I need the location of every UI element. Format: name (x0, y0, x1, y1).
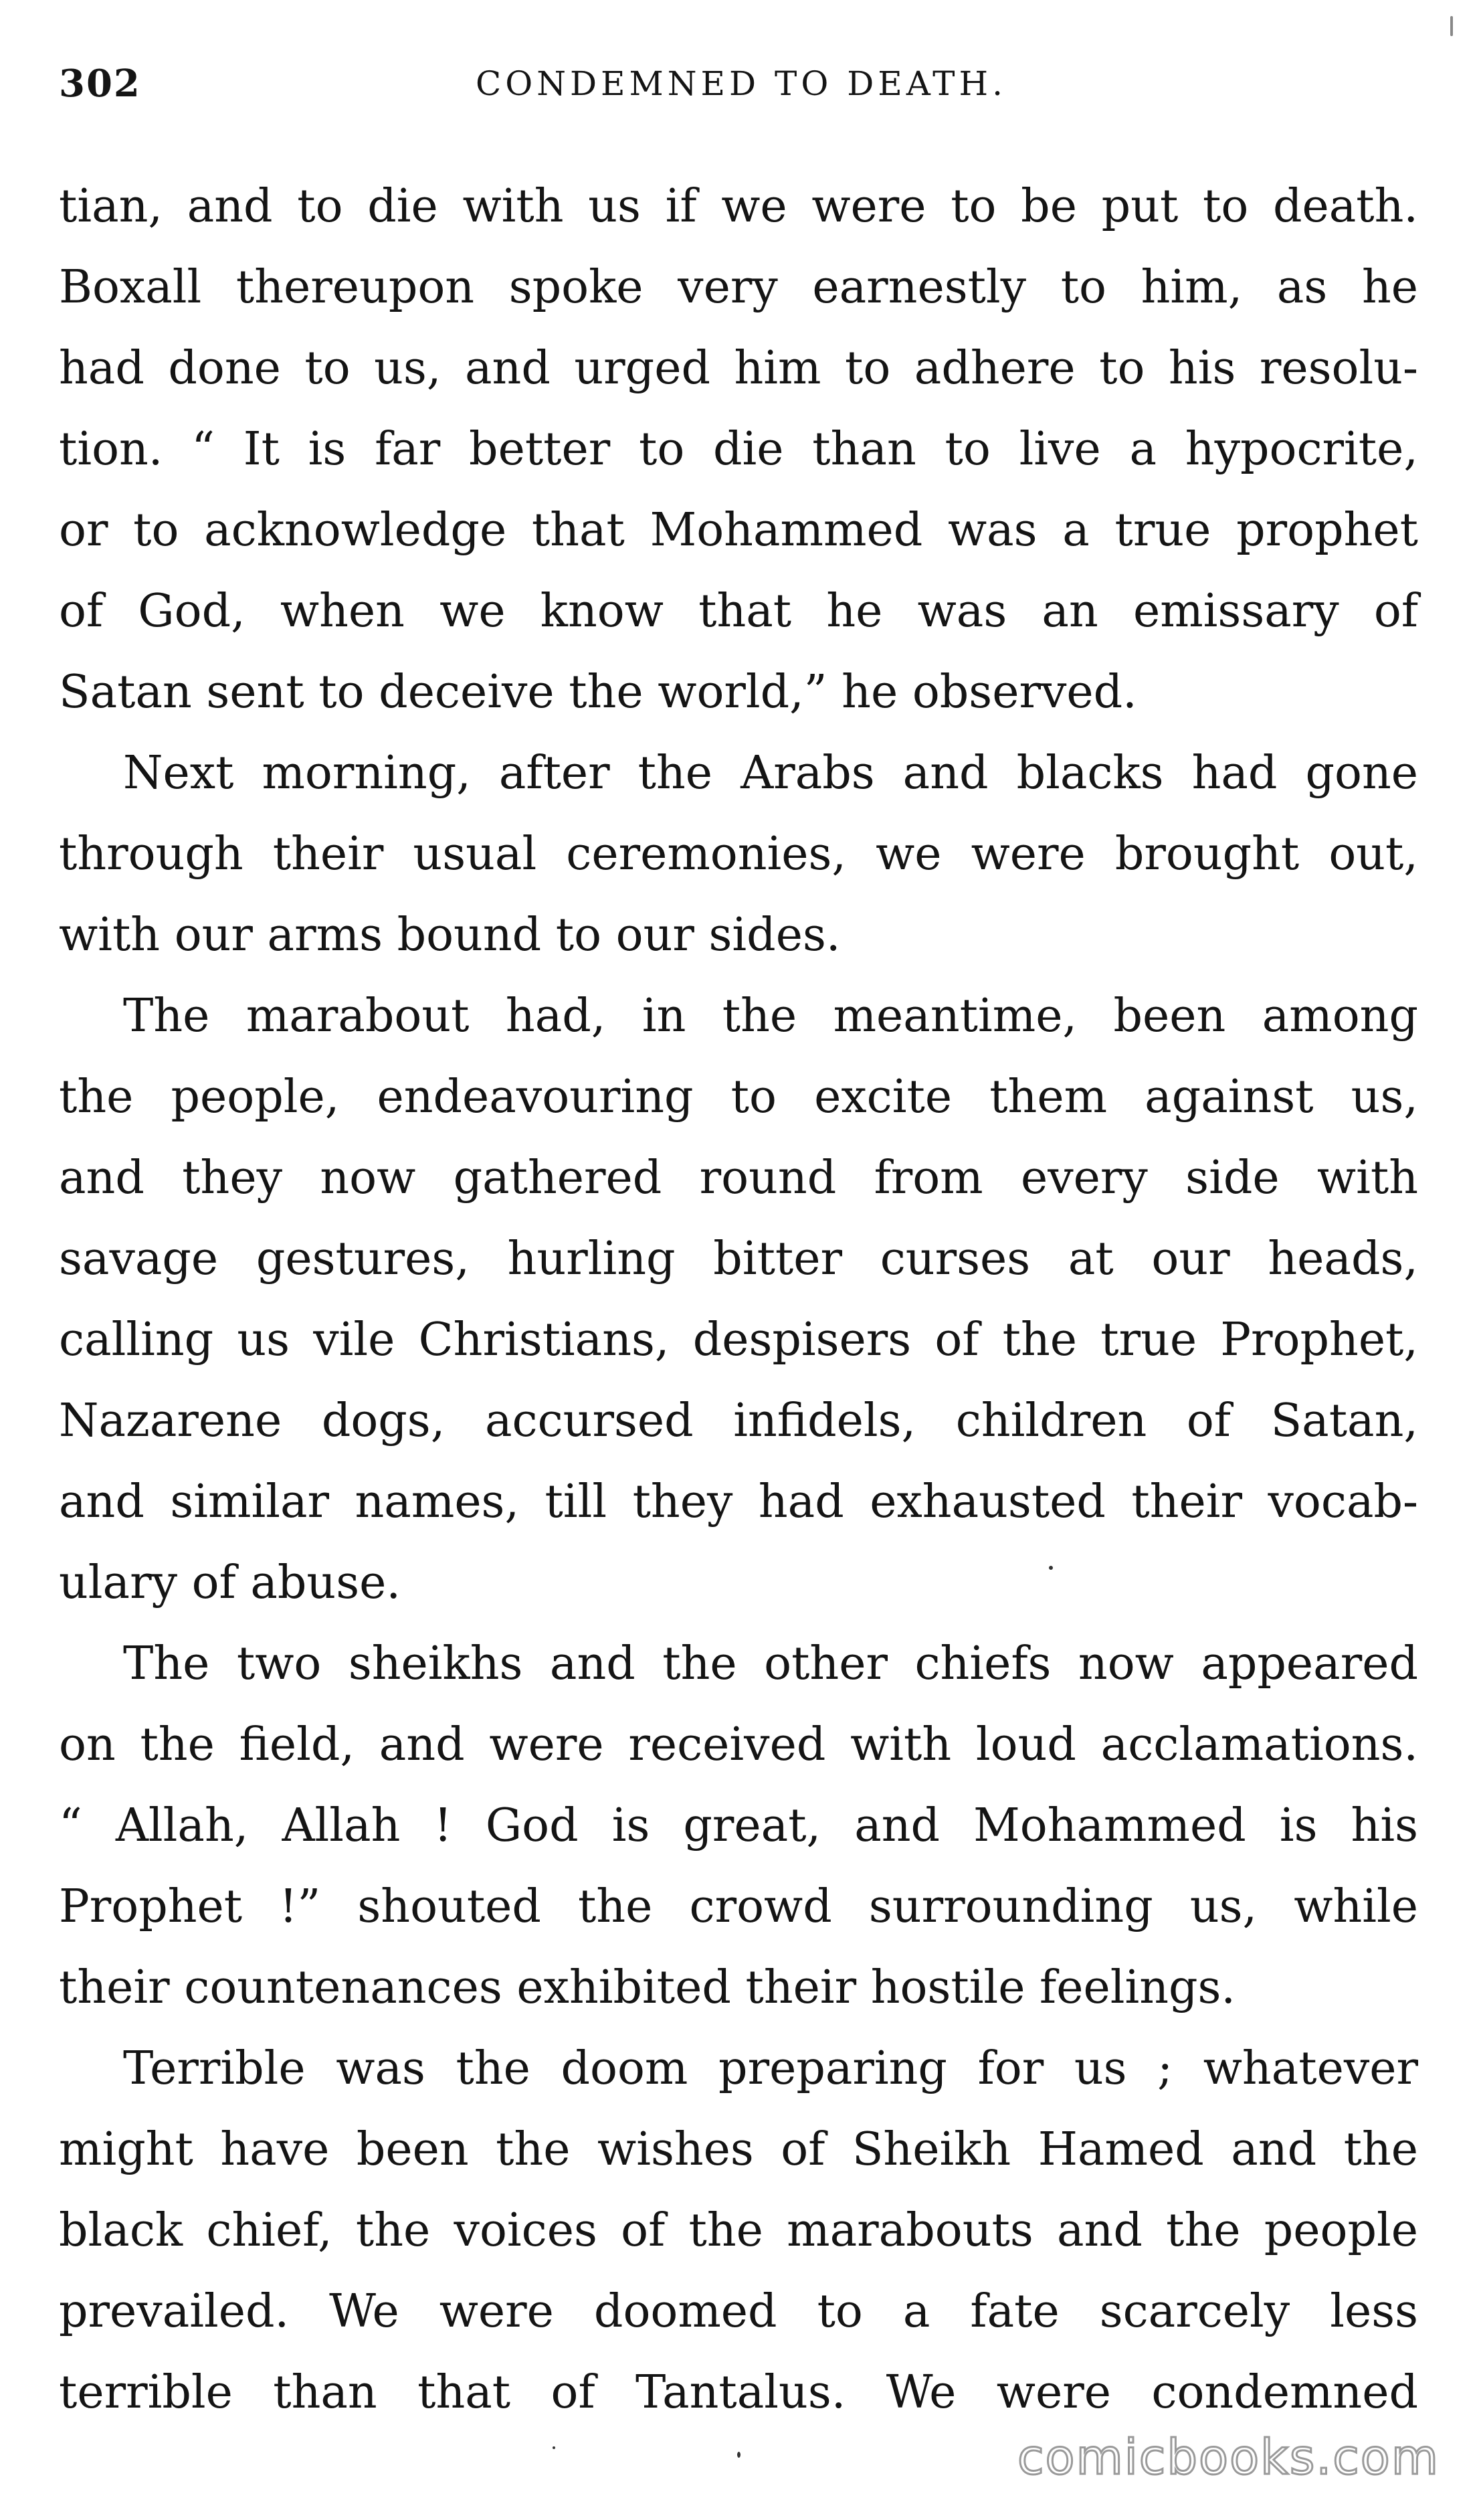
ink-speck (553, 2446, 555, 2449)
text-line: terrible than that of Tantalus. We were condemned (59, 2366, 1418, 2419)
text-line: Next morning, after the Arabs and blacks had gone (123, 747, 1418, 800)
paragraph (59, 2028, 1418, 2433)
text-line: Prophet !” shouted the crowd surrounding us, while (59, 1880, 1418, 1933)
text-line: had done to us, and urged him to adhere to his resolu- (59, 342, 1418, 395)
text-line: of God, when we know that he was an emissary of (59, 585, 1418, 638)
text-line: through their usual ceremonies, we were brought out, (59, 828, 1418, 881)
text-line: Satan sent to deceive the world,” he observed. (59, 666, 1137, 719)
page-number: 302 (59, 62, 141, 106)
text-line: tion. “ It is far better to die than to live a hypocrite, (59, 423, 1418, 476)
paragraph (59, 733, 1418, 976)
text-line: might have been the wishes of Sheikh Hamed and the (59, 2123, 1418, 2176)
text-line: The two sheikhs and the other chiefs now appeared (123, 1637, 1418, 1690)
body-text (59, 166, 1418, 2433)
text-line: Terrible was the doom preparing for us ; whatever (123, 2042, 1418, 2095)
text-line: savage gestures, hurling bitter curses at our heads, (59, 1233, 1418, 1285)
text-line: and similar names, till they had exhausted their vocab- (59, 1475, 1418, 1528)
text-line: and they now gathered round from every side with (59, 1152, 1418, 1204)
ink-speck (737, 2452, 741, 2458)
text-line: black chief, the voices of the marabouts and the people (59, 2204, 1418, 2257)
text-line: The marabout had, in the meantime, been among (123, 990, 1418, 1043)
text-line: on the field, and were received with loud acclamations. (59, 1718, 1418, 1771)
text-line: the people, endeavouring to excite them against us, (59, 1071, 1418, 1123)
text-line: tian, and to die with us if we were to be put to death. (59, 180, 1418, 233)
text-line: Nazarene dogs, accursed infidels, children of Satan, (59, 1394, 1418, 1447)
running-title: CONDEMNED TO DEATH. (475, 64, 1007, 103)
text-line: prevailed. We were doomed to a fate scarcely less (59, 2285, 1418, 2338)
paragraph (59, 166, 1418, 733)
watermark: comicbooks.com (1017, 2429, 1440, 2485)
text-line: their countenances exhibited their hostile feelings. (59, 1961, 1236, 2014)
text-line: or to acknowledge that Mohammed was a true prophet (59, 504, 1418, 557)
paragraph (59, 1623, 1418, 2028)
ink-speck (1049, 1566, 1053, 1570)
text-line: Boxall thereupon spoke very earnestly to him, as he (59, 261, 1418, 314)
ink-speck (1450, 16, 1453, 36)
text-line: ulary of abuse. (59, 1556, 401, 1609)
text-line: “ Allah, Allah ! God is great, and Mohammed is his (59, 1799, 1418, 1852)
paragraph (59, 976, 1418, 1623)
text-line: calling us vile Christians, despisers of the true Prophet, (59, 1314, 1418, 1366)
page-header (59, 62, 1423, 115)
text-line: with our arms bound to our sides. (59, 909, 841, 962)
